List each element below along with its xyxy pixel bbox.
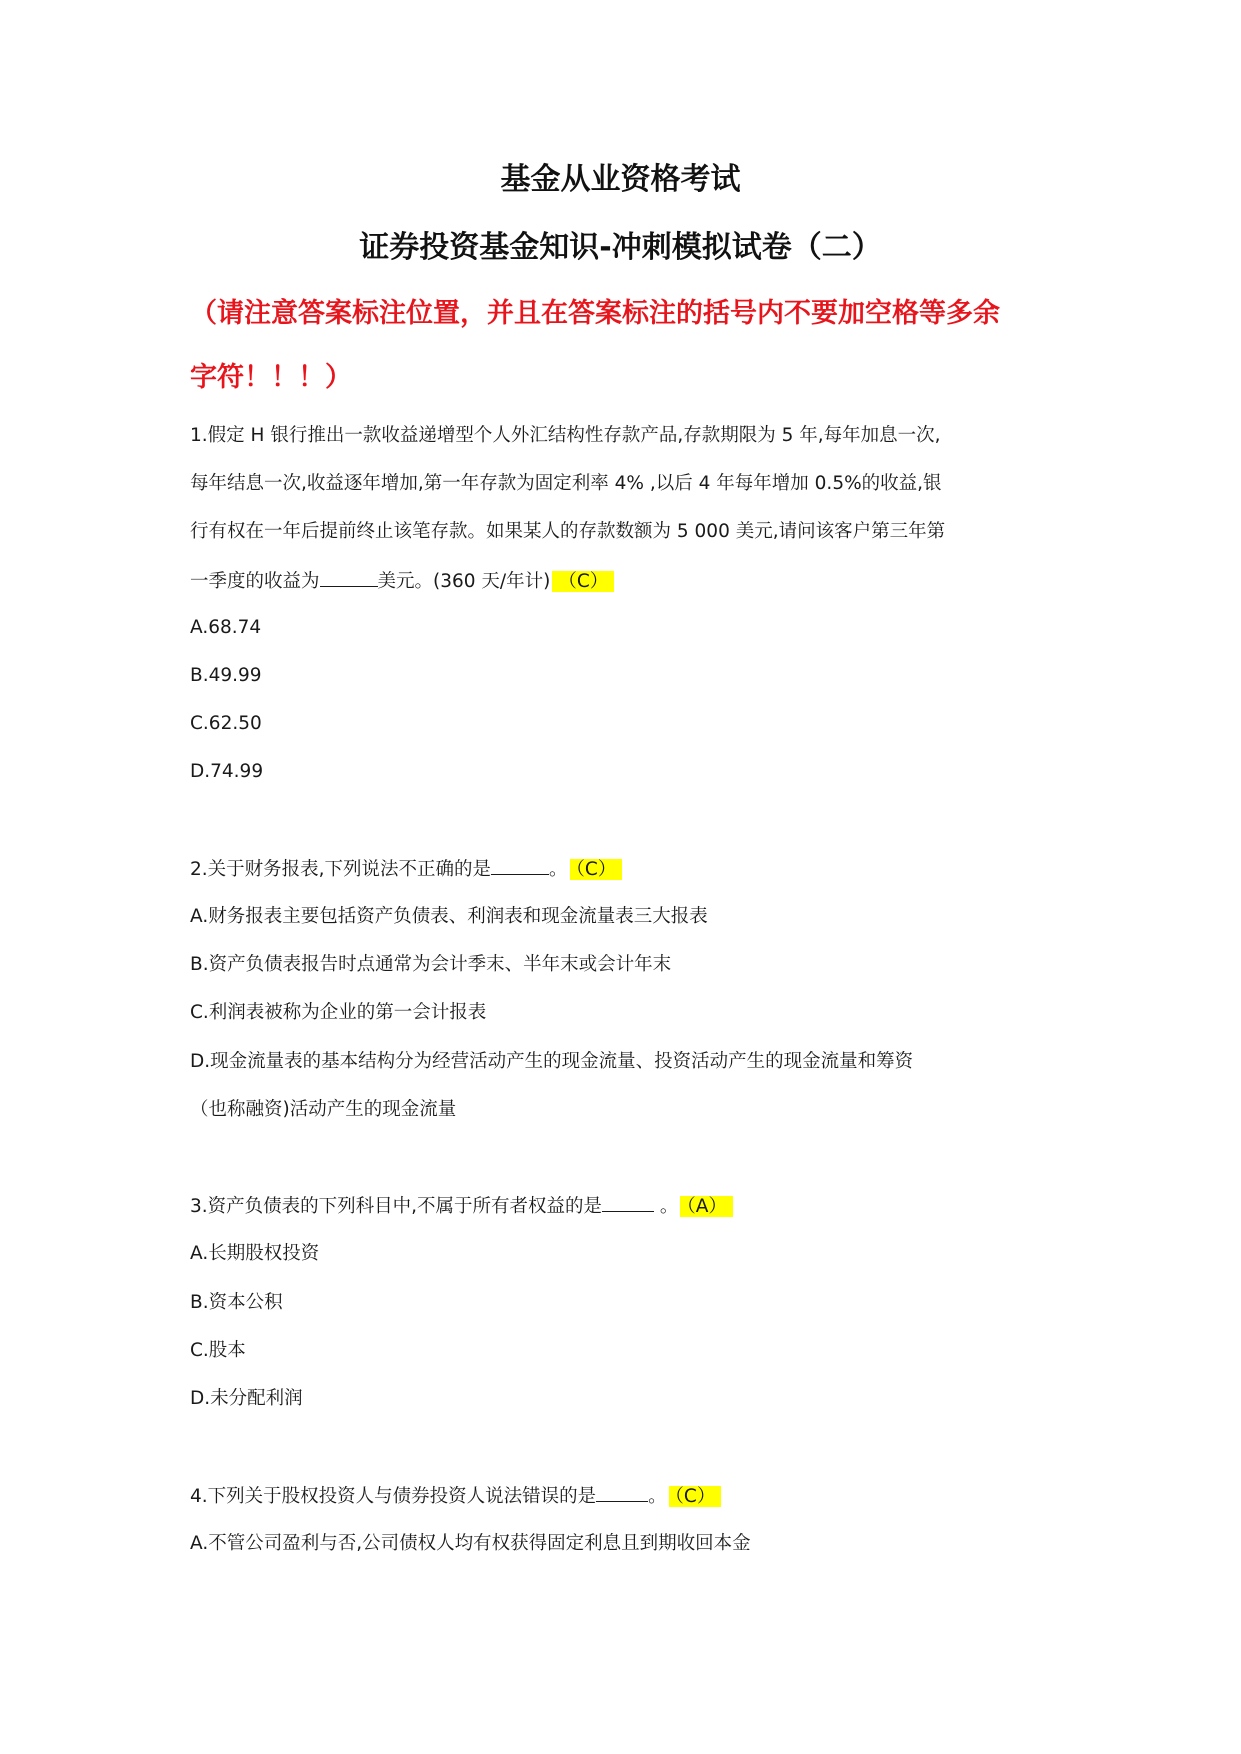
question-1-option-b: B.49.99 [190, 665, 262, 686]
question-1-stem-line-4 [190, 568, 614, 595]
question-2-stem-suffix: 。 [549, 859, 568, 880]
question-1-option-c: C.62.50 [190, 713, 262, 734]
question-1-stem-prefix: 一季度的收益为 [190, 571, 320, 592]
question-2-option-c: C.利润表被称为企业的第一会计报表 [190, 1002, 487, 1023]
question-1-answer: （C） [552, 571, 614, 592]
question-3-stem-suffix: 。 [654, 1196, 679, 1217]
question-2-option-a: A.财务报表主要包括资产负债表、利润表和现金流量表三大报表 [190, 906, 708, 927]
question-4-stem [190, 1483, 721, 1510]
question-2-stem-prefix: 2.关于财务报表,下列说法不正确的是 [190, 859, 492, 880]
question-1-option-d: D.74.99 [190, 761, 264, 782]
question-3-stem [190, 1193, 733, 1220]
question-3-stem-prefix: 3.资产负债表的下列科目中,不属于所有者权益的是 [190, 1196, 603, 1217]
notice-line-1: （请注意答案标注位置，并且在答案标注的括号内不要加空格等多余 [190, 298, 1000, 329]
question-3-option-a: A.长期股权投资 [190, 1243, 320, 1264]
question-4-answer: （C） [669, 1486, 722, 1507]
question-4-option-a: A.不管公司盈利与否,公司债权人均有权获得固定利息且到期收回本金 [190, 1533, 751, 1554]
question-2-option-d: D.现金流量表的基本结构分为经营活动产生的现金流量、投资活动产生的现金流量和筹资 [190, 1051, 914, 1072]
question-1-stem-line-3: 行有权在一年后提前终止该笔存款。如果某人的存款数额为 5 000 美元,请问该客户第三年第 [190, 521, 946, 542]
question-3-answer: （A） [680, 1196, 732, 1217]
question-3-option-d: D.未分配利润 [190, 1388, 303, 1409]
question-1-stem-line-1: 1.假定 H 银行推出一款收益递增型个人外汇结构性存款产品,存款期限为 5 年,每年加息一次, [190, 425, 941, 446]
answer-blank [596, 1483, 648, 1502]
notice-line-2: 字符！！！） [190, 362, 352, 393]
question-1-option-a: A.68.74 [190, 617, 262, 638]
question-4-stem-suffix: 。 [648, 1486, 667, 1507]
question-4-stem-prefix: 4.下列关于股权投资人与债券投资人说法错误的是 [190, 1486, 597, 1507]
answer-blank [320, 568, 378, 587]
page-subtitle: 证券投资基金知识-冲刺模拟试卷（二） [359, 230, 882, 265]
question-2-option-d-continued: （也称融资)活动产生的现金流量 [190, 1099, 457, 1120]
question-1-stem-line-2: 每年结息一次,收益逐年增加,第一年存款为固定利率 4% ,以后 4 年每年增加 0.5%的收益,银 [190, 473, 942, 494]
page-title: 基金从业资格考试 [500, 162, 741, 197]
question-2-stem [190, 856, 622, 883]
question-2-option-b: B.资产负债表报告时点通常为会计季末、半年末或会计年末 [190, 954, 672, 975]
question-3-option-c: C.股本 [190, 1340, 246, 1361]
question-2-answer: （C） [570, 859, 623, 880]
question-3-option-b: B.资本公积 [190, 1292, 283, 1313]
answer-blank [491, 856, 549, 875]
question-1-stem-suffix: 美元。(360 天/年计) [377, 571, 551, 592]
answer-blank [602, 1193, 654, 1212]
